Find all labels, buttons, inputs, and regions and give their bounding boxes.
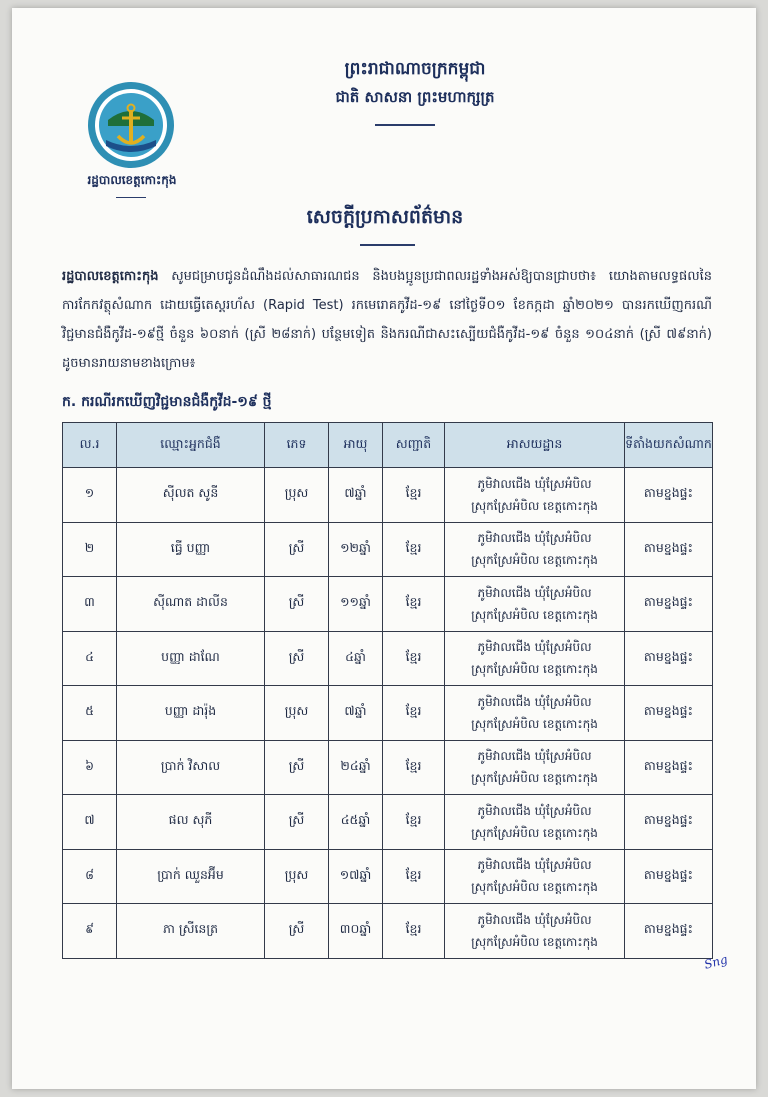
cell-location: តាមខ្នងផ្ទះ xyxy=(625,577,713,632)
cell-address xyxy=(445,631,625,686)
cell-age: ៧ឆ្នាំ xyxy=(329,686,383,741)
cell-sex: ប្រុស xyxy=(265,849,329,904)
cell-nationality: ខ្មែរ xyxy=(383,904,445,959)
cell-name: បញ្ញា ដាណែ xyxy=(117,631,265,686)
address-line-1: ភូមិវាលជើង ឃុំស្រែអំបិល xyxy=(477,858,592,873)
cell-location: តាមខ្នងផ្ទះ xyxy=(625,849,713,904)
organization-label: រដ្ឋបាលខេត្តកោះកុង xyxy=(87,173,177,187)
header-no: ល.រ xyxy=(63,423,117,468)
table-row xyxy=(63,740,713,795)
intro-paragraph xyxy=(62,262,712,378)
address-line-2: ស្រុកស្រែអំបិល ខេត្តកោះកុង xyxy=(471,934,598,949)
cell-nationality: ខ្មែរ xyxy=(383,849,445,904)
cell-address xyxy=(445,795,625,850)
cell-sex: ស្រី xyxy=(265,577,329,632)
table-row xyxy=(63,795,713,850)
cell-nationality: ខ្មែរ xyxy=(383,686,445,741)
header-ornament xyxy=(375,124,435,126)
header-address: អាសយដ្ឋាន xyxy=(445,423,625,468)
cell-location: តាមខ្នងផ្ទះ xyxy=(625,522,713,577)
title-ornament xyxy=(360,244,415,246)
address-line-2: ស្រុកស្រែអំបិល ខេត្តកោះកុង xyxy=(471,771,598,786)
logo-ornament xyxy=(116,197,146,198)
kingdom-heading: ព្រះរាជាណាចក្រកម្ពុជា xyxy=(344,59,486,79)
cell-age: ២៤ឆ្នាំ xyxy=(329,740,383,795)
header-nationality: សញ្ជាតិ xyxy=(383,423,445,468)
address-line-2: ស្រុកស្រែអំបិល ខេត្តកោះកុង xyxy=(471,498,598,513)
cell-name: ផល សុភី xyxy=(117,795,265,850)
document-title: សេចក្តីប្រកាសព័ត៌មាន xyxy=(306,206,464,228)
cell-sex: ប្រុស xyxy=(265,468,329,523)
cell-name: ស៊ីលត សូនី xyxy=(117,468,265,523)
cell-name: ប្រាក់ វិសាល xyxy=(117,740,265,795)
cell-address xyxy=(445,849,625,904)
table-row xyxy=(63,686,713,741)
cell-sex: ស្រី xyxy=(265,904,329,959)
address-line-2: ស្រុកស្រែអំបិល ខេត្តកោះកុង xyxy=(471,880,598,895)
cell-location: តាមខ្នងផ្ទះ xyxy=(625,468,713,523)
cell-location: តាមខ្នងផ្ទះ xyxy=(625,740,713,795)
cell-nationality: ខ្មែរ xyxy=(383,468,445,523)
cell-location: តាមខ្នងផ្ទះ xyxy=(625,631,713,686)
cell-address xyxy=(445,522,625,577)
cell-no: ៥ xyxy=(63,686,117,741)
header-sex: ភេទ xyxy=(265,423,329,468)
cell-no: ៦ xyxy=(63,740,117,795)
intro-organization: រដ្ឋបាលខេត្តកោះកុង xyxy=(62,269,159,284)
address-line-2: ស្រុកស្រែអំបិល ខេត្តកោះកុង xyxy=(471,662,598,677)
cell-no: ៨ xyxy=(63,849,117,904)
cases-table xyxy=(62,422,713,959)
signature-mark: Sng xyxy=(702,952,730,972)
cell-address xyxy=(445,577,625,632)
address-line-1: ភូមិវាលជើង ឃុំស្រែអំបិល xyxy=(477,531,592,546)
cell-age: ៧ឆ្នាំ xyxy=(329,468,383,523)
header-age: អាយុ xyxy=(329,423,383,468)
cell-address xyxy=(445,904,625,959)
cell-location: តាមខ្នងផ្ទះ xyxy=(625,795,713,850)
cell-nationality: ខ្មែរ xyxy=(383,631,445,686)
address-line-1: ភូមិវាលជើង ឃុំស្រែអំបិល xyxy=(477,694,592,709)
cell-location: តាមខ្នងផ្ទះ xyxy=(625,686,713,741)
header-name: ឈ្មោះអ្នកជំងឺ xyxy=(117,423,265,468)
cell-age: ៤ឆ្នាំ xyxy=(329,631,383,686)
cell-age: ១៧ឆ្នាំ xyxy=(329,849,383,904)
address-line-1: ភូមិវាលជើង ឃុំស្រែអំបិល xyxy=(477,912,592,927)
cell-no: ២ xyxy=(63,522,117,577)
address-line-1: ភូមិវាលជើង ឃុំស្រែអំបិល xyxy=(477,749,592,764)
cell-address xyxy=(445,686,625,741)
cell-name: បញ្ញា ដារ៉ុង xyxy=(117,686,265,741)
cell-nationality: ខ្មែរ xyxy=(383,740,445,795)
cell-nationality: ខ្មែរ xyxy=(383,522,445,577)
address-line-1: ភូមិវាលជើង ឃុំស្រែអំបិល xyxy=(477,585,592,600)
cell-no: ៩ xyxy=(63,904,117,959)
cell-age: ១២ឆ្នាំ xyxy=(329,522,383,577)
section-heading: ក. ករណីរកឃើញវិជ្ជមានជំងឺកូវីដ-១៩ ថ្មី xyxy=(62,394,272,410)
cell-age: ៣០ឆ្នាំ xyxy=(329,904,383,959)
cell-sex: ស្រី xyxy=(265,740,329,795)
cell-age: ៤៥ឆ្នាំ xyxy=(329,795,383,850)
address-line-2: ស្រុកស្រែអំបិល ខេត្តកោះកុង xyxy=(471,553,598,568)
cell-location: តាមខ្នងផ្ទះ xyxy=(625,904,713,959)
address-line-2: ស្រុកស្រែអំបិល ខេត្តកោះកុង xyxy=(471,825,598,840)
cell-name: ធ្វើ បញ្ញា xyxy=(117,522,265,577)
table-row xyxy=(63,577,713,632)
cell-address xyxy=(445,740,625,795)
address-line-1: ភូមិវាលជើង ឃុំស្រែអំបិល xyxy=(477,476,592,491)
cell-no: ៣ xyxy=(63,577,117,632)
cell-sex: ស្រី xyxy=(265,631,329,686)
address-line-1: ភូមិវាលជើង ឃុំស្រែអំបិល xyxy=(477,640,592,655)
cell-name: ស៊ីណាត ដាលីន xyxy=(117,577,265,632)
national-motto: ជាតិ សាសនា ព្រះមហាក្សត្រ xyxy=(335,88,495,106)
provincial-emblem-icon xyxy=(86,80,176,170)
cell-name: ភា ស្រីនេត្រ xyxy=(117,904,265,959)
table-row xyxy=(63,631,713,686)
cell-sex: ប្រុស xyxy=(265,686,329,741)
address-line-2: ស្រុកស្រែអំបិល ខេត្តកោះកុង xyxy=(471,607,598,622)
cell-sex: ស្រី xyxy=(265,795,329,850)
table-row xyxy=(63,468,713,523)
intro-text: សូមជម្រាបជូនដំណឹងដល់សាធារណជន និងបងប្អូនប្រជាពលរដ្ឋទាំងអស់ឱ្យបានជ្រាបថា៖ យោងតាមលទ្ធផលនៃការកែកវត្ថុសំណាក ដោយធ្វើតេស្តរហ័ស (Rapid Test) រកមេរោគកូវីដ-១៩ នៅថ្ងៃទី០១ ខែកក្កដា ឆ្នាំ២០២១ បានរកឃើញករណីវិជ្ជមានជំងឺកូវីដ-១៩ថ្មី ចំនួន ៦០នាក់ (ស្រី ២៨នាក់) បន្ថែមទៀត និងករណីជាសះស្បើយជំងឺកូវីដ-១៩ ចំនួន ១០៤នាក់ (ស្រី ៧៩នាក់) ដូចមានរាយនាមខាងក្រោម៖ xyxy=(62,269,712,371)
cell-sex: ស្រី xyxy=(265,522,329,577)
cell-age: ១១ឆ្នាំ xyxy=(329,577,383,632)
address-line-1: ភូមិវាលជើង ឃុំស្រែអំបិល xyxy=(477,803,592,818)
cell-name: ប្រាក់ ឈួនអ៊ីម xyxy=(117,849,265,904)
table-row xyxy=(63,849,713,904)
cell-nationality: ខ្មែរ xyxy=(383,795,445,850)
address-line-2: ស្រុកស្រែអំបិល ខេត្តកោះកុង xyxy=(471,716,598,731)
cell-address xyxy=(445,468,625,523)
cell-no: ១ xyxy=(63,468,117,523)
table-header-row xyxy=(63,423,713,468)
header-location: ទីតាំងយកសំណាក xyxy=(625,423,713,468)
cell-no: ៤ xyxy=(63,631,117,686)
table-row xyxy=(63,904,713,959)
cell-no: ៧ xyxy=(63,795,117,850)
table-row xyxy=(63,522,713,577)
cell-nationality: ខ្មែរ xyxy=(383,577,445,632)
